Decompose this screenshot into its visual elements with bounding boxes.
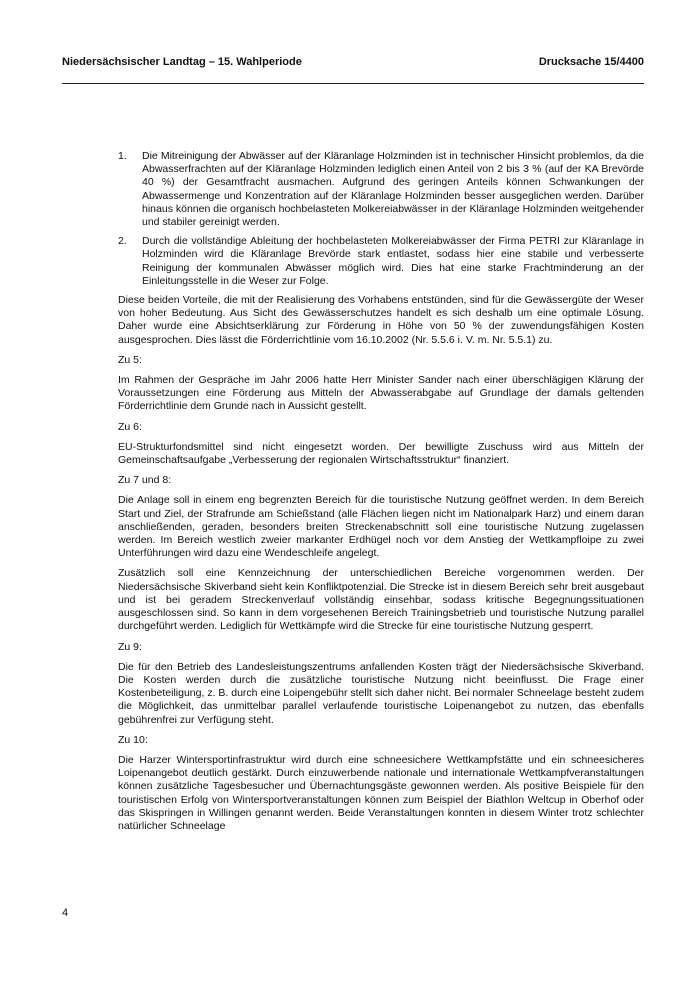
paragraph: Im Rahmen der Gespräche im Jahr 2006 hatte Herr Minister Sander nach einer überschlägigen Klärung der Voraussetzungen eine Förderung aus Mitteln der Abwasserabgabe auf Grundlage der damals geltenden Förderrichtlinie dem Grunde nach in Aussicht gestellt.	[118, 374, 644, 413]
numbered-list	[118, 150, 644, 288]
section-heading: Zu 7 und 8:	[118, 474, 172, 487]
list-item	[118, 150, 644, 229]
header-title: Niedersächsischer Landtag – 15. Wahlperiode	[62, 56, 302, 68]
list-item-number: 2.	[118, 235, 127, 248]
paragraph: Diese beiden Vorteile, die mit der Realisierung des Vorhabens entstünden, sind für die Gewässergüte der Weser von hoher Bedeutung. Aus Sicht des Gewässerschutzes handelt es sich deshalb um eine optimale Lösung. Daher wurde eine Absichtserklärung zur Förderung in Höhe von 50 % der zuwendungsfähigen Kosten ausgesprochen. Dies lässt die Förderrichtlinie vom 16.10.2002 (Nr. 5.5.6 i. V. m. Nr. 5.5.1) zu.	[118, 294, 644, 346]
paragraph: Die Harzer Wintersportinfrastruktur wird durch eine schneesichere Wettkampfstätte und ein schneesicheres Loipenangebot deutlich gestärkt. Durch einzuwerbende nationale und internationale Wettkampfveranstaltungen können zusätzliche Tagesbesucher und Übernachtungsgäste gewonnen werden. Als positive Beispiele für den touristischen Erfolg von Wintersportveranstaltungen können zum Beispiel der Biathlon Weltcup in Oberhof oder das Skispringen in Willingen genannt werden. Beide Veranstaltungen konnten in diesem Winter trotz schlechter natürlicher Schneelage	[118, 753, 644, 832]
section-heading: Zu 10:	[118, 733, 148, 746]
list-item-number: 1.	[118, 150, 127, 162]
section-heading: Zu 5:	[118, 353, 142, 366]
paragraph: EU-Strukturfondsmittel sind nicht eingesetzt worden. Der bewilligte Zuschuss wird aus Mitteln der Gemeinschaftsaufgabe „Verbesserung der regionalen Wirtschaftsstruktur“ finanziert.	[118, 440, 644, 467]
list-item	[118, 235, 644, 288]
header-rule	[62, 83, 644, 84]
page-number: 4	[62, 907, 69, 919]
page-header	[62, 56, 644, 72]
list-item-text: Durch die vollständige Ableitung der hochbelasteten Molkereiabwässer der Firma PETRI zur Kläranlage in Holzminden wird die Kläranlage Brevörde stark entlastet, sodass hier eine stabile und verbesserte Reinigung der kommunalen Abwässer möglich wird. Dies hat eine starke Frachtminderung an der Einleitungsstelle in die Weser zur Folge.	[142, 235, 644, 287]
document-body	[118, 150, 644, 840]
list-item-text: Die Mitreinigung der Abwässer auf der Kläranlage Holzminden ist in technischer Hinsicht problemlos, da die Abwasserfrachten auf der Kläranlage Holzminden lediglich einen Anteil von 2 bis 3 % (auf der KA Brevörde 40 %) der Gesamtfracht ausmachen. Aufgrund des geringen Anteils können Schwankungen der Abwassermenge und Konzentration auf der Kläranlage Holzminden besser ausgeglichen werden. Darüber hinaus können die organisch hochbelasteten Molkereiabwässer in der Kläranlage Holzminden weitgehender und stabiler gereinigt werden.	[142, 150, 644, 229]
paragraph: Die für den Betrieb des Landesleistungszentrums anfallenden Kosten trägt der Niedersächsische Skiverband. Die Kosten werden durch die zusätzliche touristische Nutzung nicht beeinflusst. Die Frage einer Kostenbeteiligung, z. B. durch eine Loipengebühr stellt sich daher nicht. Bei normaler Schneelage besteht zudem die Möglichkeit, das unmittelbar parallel verlaufende touristische Loipenangebot zu nutzen, das ebenfalls gebührenfrei zur Verfügung steht.	[118, 660, 644, 726]
section-heading: Zu 6:	[118, 420, 142, 433]
header-document-number: Drucksache 15/4400	[538, 56, 644, 68]
section-heading: Zu 9:	[118, 640, 142, 653]
paragraph: Zusätzlich soll eine Kennzeichnung der unterschiedlichen Bereiche vorgenommen werden. Der Niedersächsische Skiverband sieht kein Konfliktpotenzial. Die Strecke ist in diesem Bereich sehr breit ausgebaut und ist bei geradem Streckenverlauf vollständig einsehbar, sodass kritische Begegnungssituationen ausgeschlossen sind. So kann in dem vorgesehenen Bereich Trainingsbetrieb und touristische Nutzung parallel durchgeführt werden. Lediglich für Wettkämpfe wird die Strecke für eine touristische Nutzung gesperrt.	[118, 567, 644, 633]
paragraph: Die Anlage soll in einem eng begrenzten Bereich für die touristische Nutzung geöffnet werden. In dem Bereich Start und Ziel, der Strafrunde am Schießstand (alle Flächen liegen nicht im Nationalpark Harz) und einem daran anschließenden, geraden, besonders breiten Streckenabschnitt soll eine touristische Nutzung zugelassen werden. Im Bereich westlich zweier markanter Erdhügel noch vor dem Anstieg der Wettkampfloipe zu zwei Unterführungen wird dazu eine Wendeschleife angelegt.	[118, 494, 644, 560]
